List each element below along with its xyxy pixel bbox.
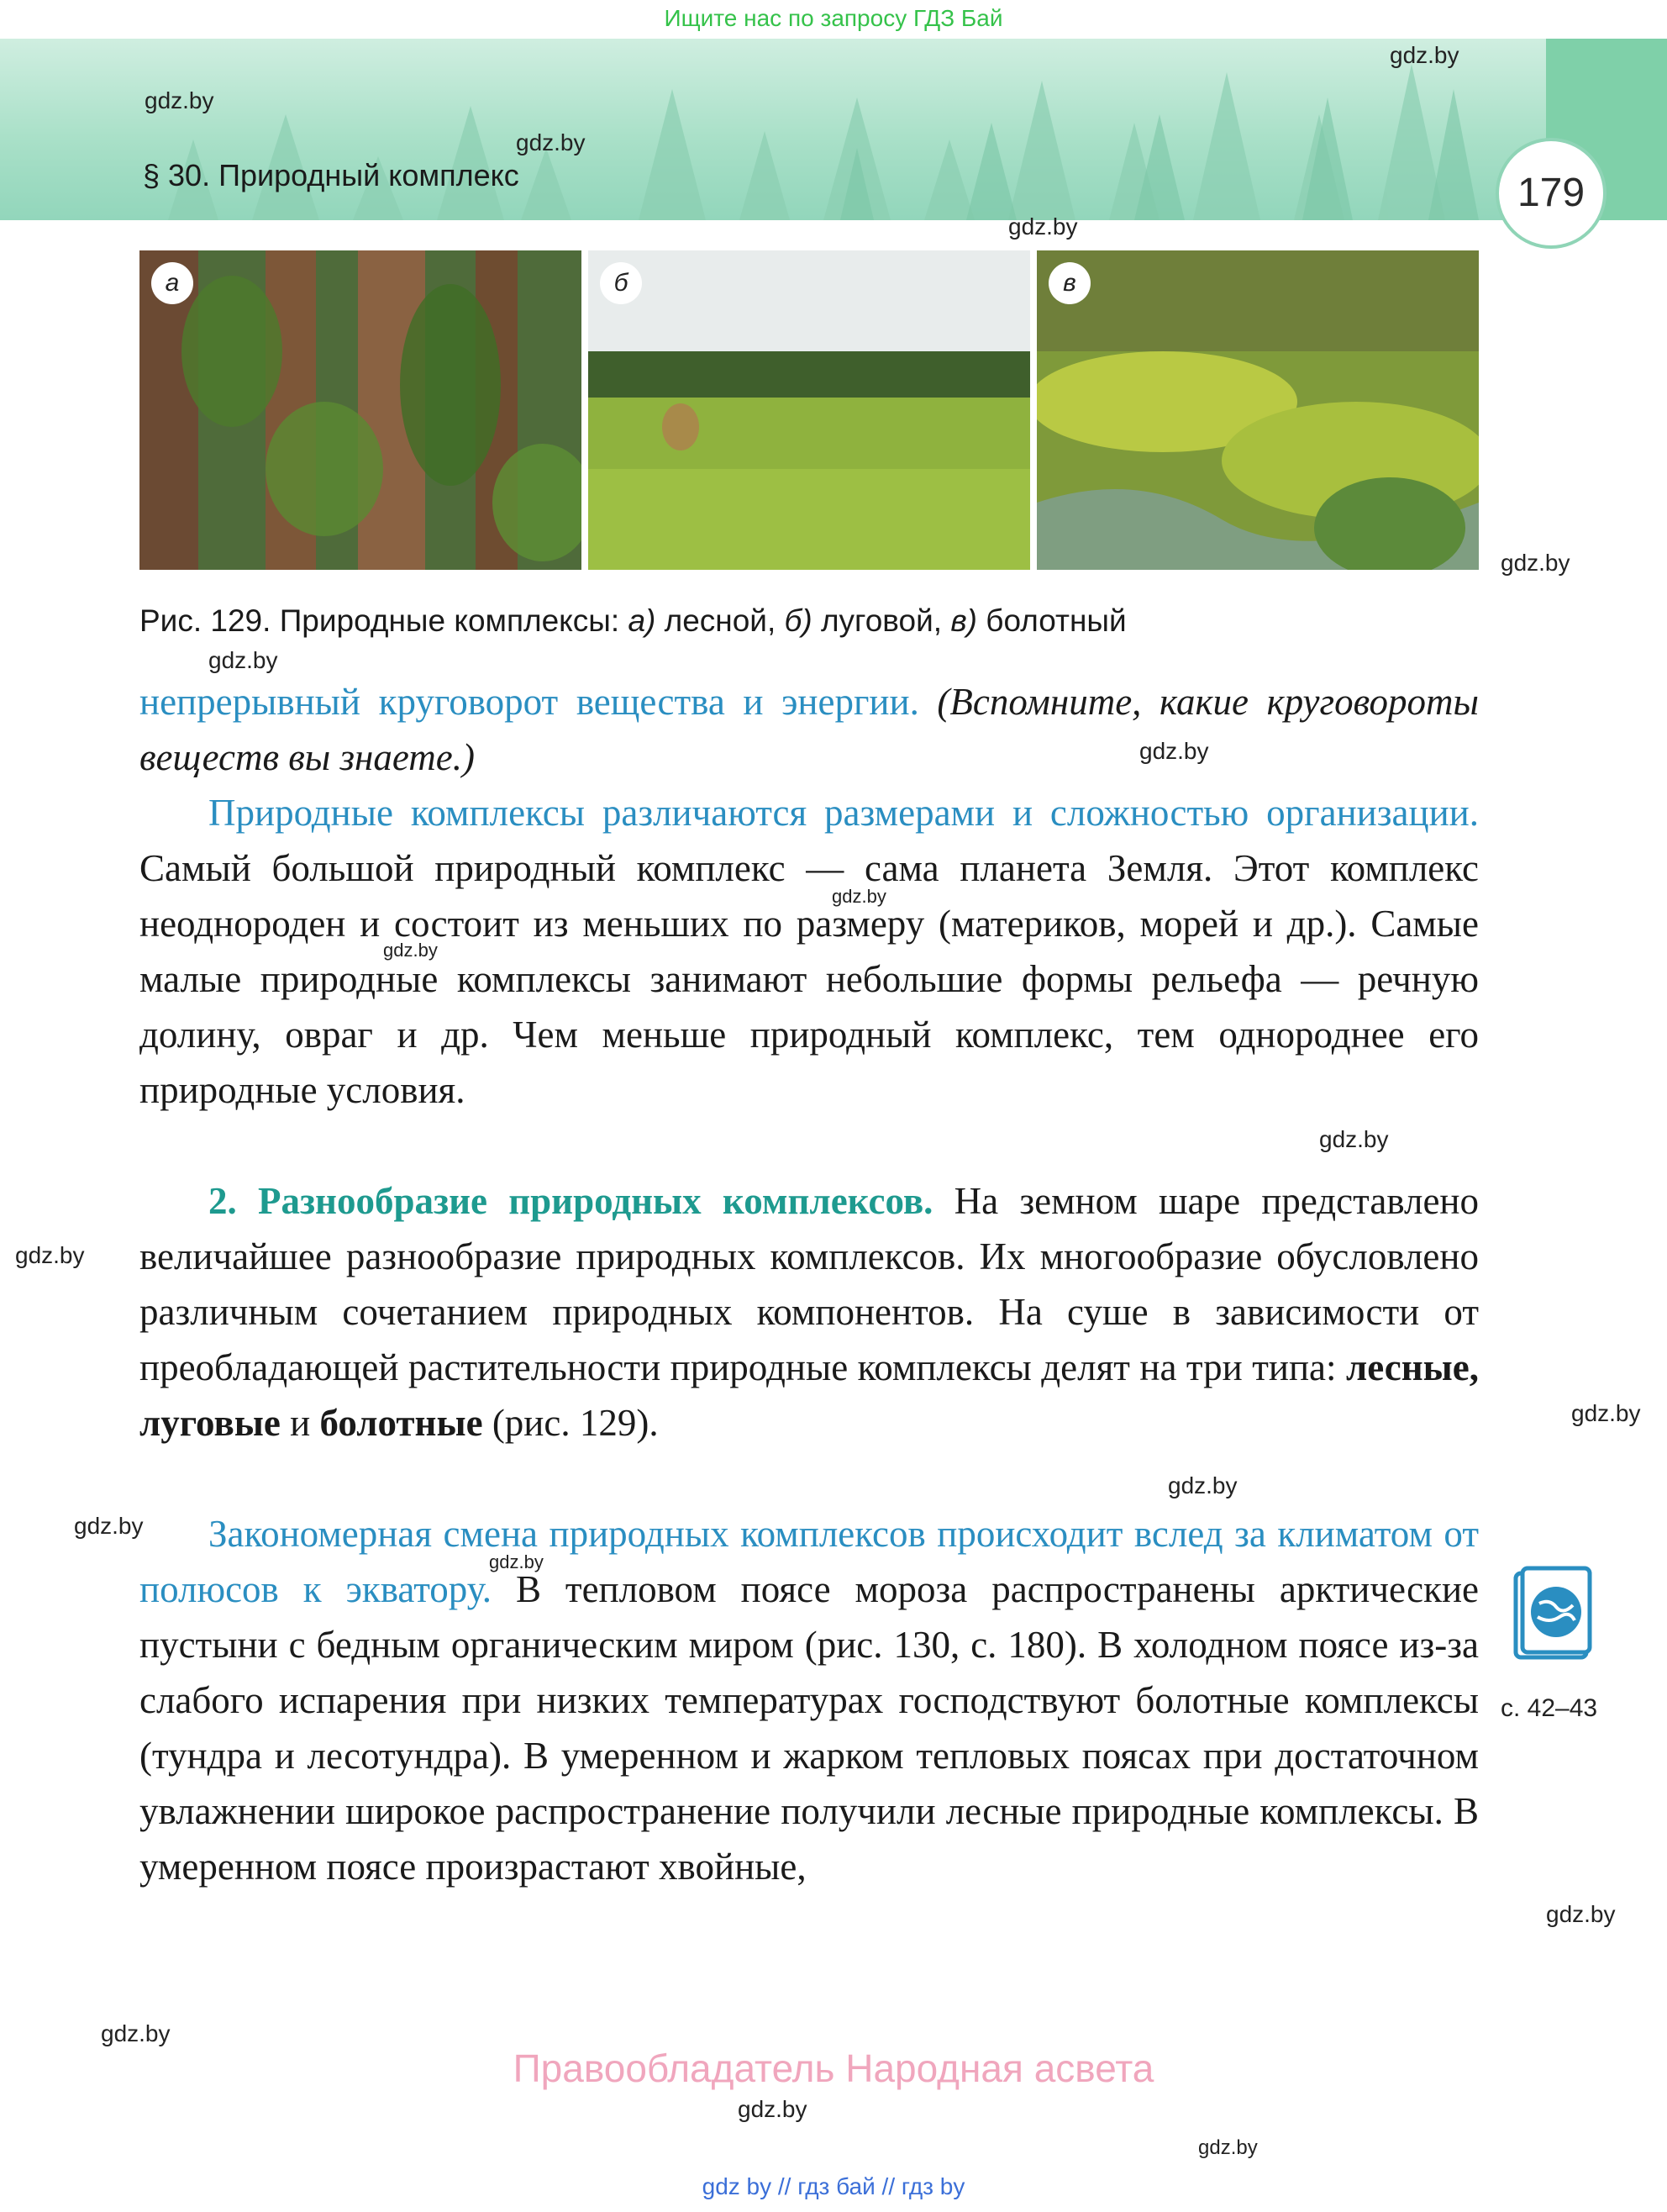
photo-label-c: в [1049, 262, 1091, 304]
watermark: gdz.by [1390, 42, 1459, 68]
caption-c: в) [950, 603, 977, 638]
question-text: (Вспомните, какие круговороты веществ вы знаете.) [139, 681, 1479, 778]
watermark: gdz.by [145, 87, 214, 113]
highlight-text: Закономерная смена природных комплексов происходит вслед за климатом от полюсов к экватору. [139, 1513, 1479, 1610]
body-text: На земном шаре представлено величайшее разнообразие природных комплексов. Их многообразие обусловлено различным сочетанием природных компонентов. На суше в зависимости от преобладающей растительности природные комплексы делят на три типа: [139, 1180, 1479, 1388]
caption-prefix: Рис. 129. Природные комплексы: [139, 603, 628, 638]
watermark: gdz.by [1319, 1126, 1389, 1152]
watermark: gdz.by [738, 2096, 807, 2122]
bold-term: лесные, луговые [139, 1346, 1479, 1444]
paragraph-cycle [139, 674, 1479, 785]
watermark: gdz.by [1008, 213, 1078, 240]
watermark: gdz.by [383, 940, 438, 961]
photo-forest [139, 250, 581, 570]
watermark: gdz.by [1571, 1400, 1641, 1426]
photo-label-a: а [151, 262, 193, 304]
bold-term: болотные [319, 1402, 483, 1444]
subsection-heading: 2. Разнообразие природных комплексов. [208, 1180, 933, 1222]
photo-label-b: б [600, 262, 642, 304]
atlas-page-reference: с. 42–43 [1501, 1694, 1598, 1722]
atlas-book-icon [1512, 1565, 1593, 1662]
photo-meadow [588, 250, 1030, 570]
copyright-owner: Правообладатель Народная асвета [513, 2046, 1154, 2090]
caption-c-text: болотный [977, 603, 1127, 638]
caption-b: б) [784, 603, 812, 638]
watermark: gdz.by [489, 1551, 544, 1572]
watermark: gdz.by [1546, 1901, 1616, 1927]
watermark: gdz.by [208, 647, 278, 673]
figure-caption [139, 603, 1127, 639]
watermark: gdz.by [516, 129, 586, 155]
paragraph-sizes [139, 785, 1479, 1118]
body-text: (рис. 129). [482, 1402, 659, 1444]
paragraph-diversity [139, 1173, 1479, 1451]
body-text: и [280, 1402, 320, 1444]
watermark: gdz.by [101, 2020, 171, 2046]
paragraph-zonality [139, 1506, 1479, 1894]
watermark: gdz.by [1198, 2136, 1258, 2159]
highlight-text: непрерывный круговорот вещества и энергии. [139, 681, 919, 723]
highlight-text: Природные комплексы различаются размерами и сложностью организации. [208, 792, 1479, 834]
caption-a-text: лесной, [655, 603, 785, 638]
page-number: 179 [1496, 138, 1607, 249]
watermark: gdz.by [1501, 550, 1570, 576]
caption-a: а) [628, 603, 656, 638]
watermark: gdz.by [1168, 1472, 1238, 1498]
photo-swamp [1037, 250, 1479, 570]
watermark: gdz.by [74, 1513, 144, 1539]
section-title: § 30. Природный комплекс [143, 158, 519, 192]
watermark: gdz.by [15, 1242, 85, 1268]
watermark: gdz.by [832, 886, 886, 907]
footer-links[interactable]: gdz by // гдз бай // гдз by [702, 2173, 965, 2199]
body-text: В тепловом поясе мороза распространены арктические пустыни с бедным органическим миром (рис. 130, с. 180). В холодном поясе из-за слабого испарения при низких температурах господствуют болотные комплексы (тундра и лесотундра). В умеренном и жарком тепловых поясах при достаточном увлажнении широкое распространение получили лесные природные комплексы. В умеренном поясе произрастают хвойные, [139, 1568, 1480, 1888]
caption-b-text: луговой, [812, 603, 951, 638]
body-text: Самый большой природный комплекс — сама планета Земля. Этот комплекс неоднороден и состоит из меньших по размеру (материков, морей и др.). Самые малые природные комплексы занимают небольшие формы рельефа — речную долину, овраг и др. Чем меньше природный комплекс, тем однороднее его природные условия. [139, 847, 1479, 1111]
top-banner: Ищите нас по запросу ГДЗ Бай [664, 5, 1003, 31]
watermark: gdz.by [1139, 738, 1209, 764]
